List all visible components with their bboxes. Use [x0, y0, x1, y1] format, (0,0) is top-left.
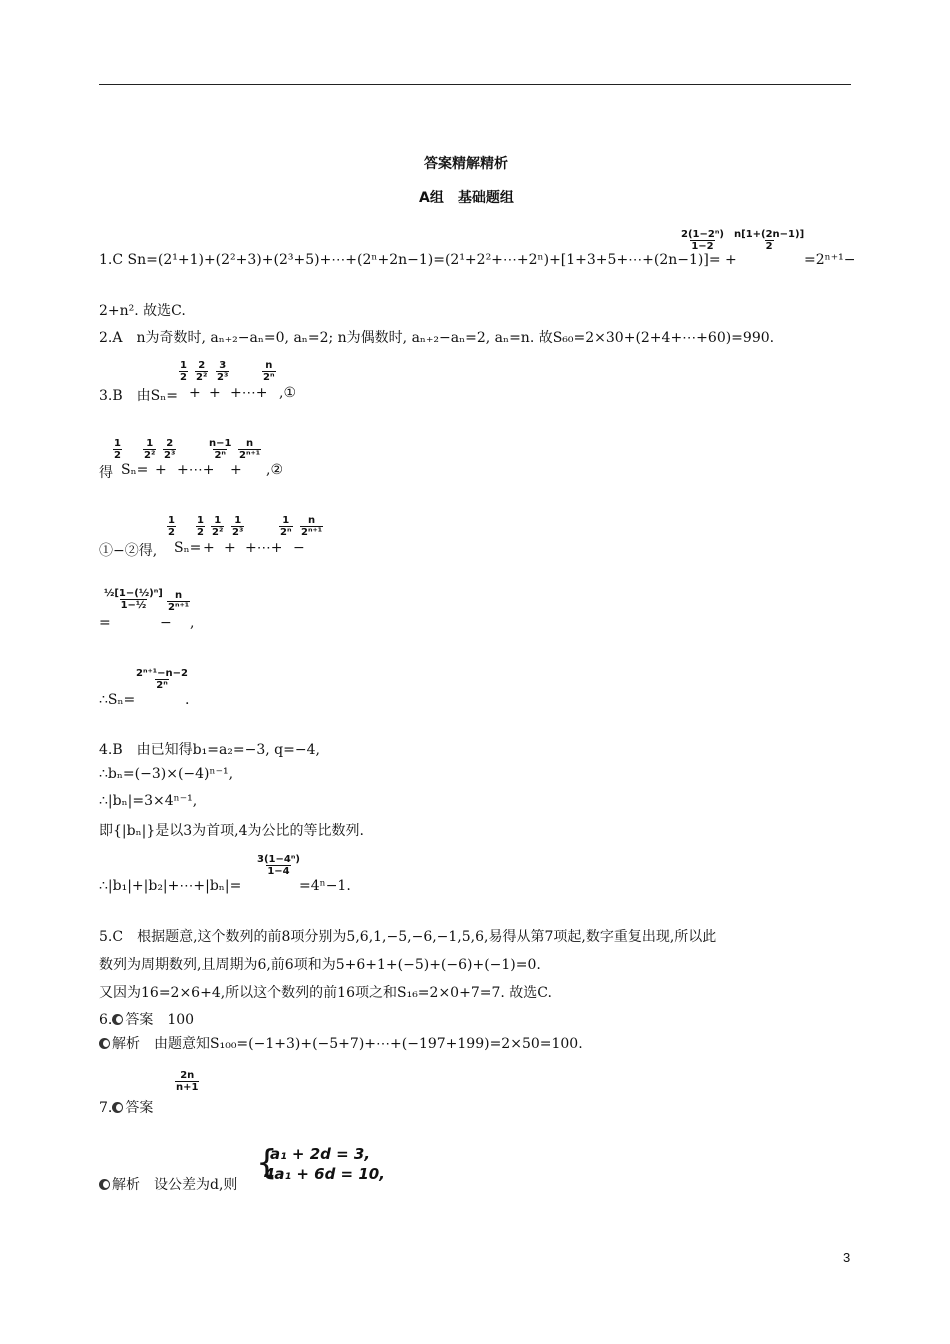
q7-answer — [99, 1097, 153, 1117]
group-heading: A组 基础题组 — [419, 190, 514, 206]
q5-line-1: 5.C 根据题意,这个数列的前8项分别为5,6,1,−5,−6,−1,5,6,易得从第7项起,数字重复出现,所以此 — [99, 929, 717, 945]
q4-line-2: ∴bₙ=(−3)×(−4)ⁿ⁻¹, — [99, 766, 234, 782]
fraction-denominator: 2³ — [164, 450, 176, 461]
q3-plus: + — [224, 540, 236, 556]
analysis-icon — [99, 1179, 110, 1190]
fraction-denominator: 2 — [114, 450, 121, 461]
fraction-numerator: 3 — [219, 360, 227, 371]
fraction-denominator: 2ⁿ — [156, 680, 168, 691]
q7-answer-label: 答案 — [125, 1100, 154, 1116]
fraction-denominator: 2² — [212, 527, 224, 538]
page-number: 3 — [843, 1250, 851, 1265]
q5-line-3: 又因为16=2×6+4,所以这个数列的前16项之和S₁₆=2×0+7=7. 故选C. — [99, 985, 552, 1001]
q3-ellipsis: +⋯+ — [245, 540, 283, 556]
fraction-numerator: 2n — [180, 1070, 195, 1081]
q3-period: . — [185, 692, 190, 708]
fraction-denominator: 2ⁿ⁺¹ — [301, 527, 323, 538]
q6-answer-label: 答案 — [125, 1012, 154, 1028]
fraction-denominator: 2ⁿ — [263, 372, 275, 383]
q3-term-n — [262, 360, 276, 383]
fraction-numerator: 1 — [180, 360, 187, 371]
fraction-denominator: 2 — [197, 527, 204, 538]
fraction-numerator: n[1+(2n−1)] — [734, 229, 805, 240]
q3-diff-term-n — [279, 515, 293, 538]
fraction-denominator: n+1 — [176, 1082, 199, 1093]
fraction-numerator: n — [246, 438, 254, 449]
fraction-denominator: 2ⁿ — [280, 527, 292, 538]
fraction-numerator: 1 — [282, 515, 290, 526]
fraction-numerator: 1 — [168, 515, 175, 526]
q7-answer-fraction — [175, 1070, 199, 1093]
fraction-numerator: 1 — [214, 515, 222, 526]
q2-line: 2.A n为奇数时, aₙ₊₂−aₙ=0, aₙ=2; n为偶数时, aₙ₊₂−aₙ=2, aₙ=n. 故S₆₀=2×30+(2+4+⋯+60)=990. — [99, 330, 775, 346]
answer-icon — [112, 1014, 123, 1025]
q6-answer-value: 100 — [167, 1012, 195, 1028]
q3-minus: − — [160, 615, 172, 631]
fraction-denominator: 2³ — [217, 372, 229, 383]
fraction-numerator: n−1 — [209, 438, 232, 449]
analysis-icon — [99, 1038, 110, 1049]
q3-line-5-prefix: ∴Sₙ= — [99, 692, 136, 708]
q1-line-2: 2+n². 故选C. — [99, 303, 186, 319]
q6-analysis-text: 由题意知S₁₀₀=(−1+3)+(−5+7)+⋯+(−197+199)=2×50=100. — [154, 1036, 583, 1052]
fraction-numerator: 2 — [198, 360, 206, 371]
equation-2: 4a₁ + 6d = 10, — [264, 1165, 385, 1183]
fraction-numerator: 1 — [197, 515, 204, 526]
q3-plus: + — [209, 385, 221, 401]
q3-plus: + — [203, 540, 215, 556]
q3-line-1-suffix: ,① — [279, 385, 297, 401]
fraction-denominator: 1−½ — [120, 600, 147, 611]
fraction-denominator: 2 — [180, 372, 187, 383]
q4-line-5-prefix: ∴|b₁|+|b₂|+⋯+|bₙ|= — [99, 878, 242, 894]
q3-term-2 — [195, 360, 208, 383]
q1-line — [99, 252, 721, 268]
q3-geometric-sum — [103, 588, 164, 611]
answer-icon — [112, 1102, 123, 1113]
q3-half — [167, 515, 176, 538]
fraction-numerator: n — [265, 360, 273, 371]
q3-ellipsis: +⋯+ — [177, 462, 215, 478]
q3-half — [113, 438, 122, 461]
fraction-denominator: 2 — [168, 527, 175, 538]
q3-term-1 — [179, 360, 188, 383]
q3-line-2-suffix: ,② — [266, 462, 284, 478]
q4-line-5-suffix: =4ⁿ−1. — [299, 878, 351, 894]
q4-line-3: ∴|bₙ|=3×4ⁿ⁻¹, — [99, 793, 198, 809]
q3-result — [135, 668, 189, 691]
q1-tail: =2ⁿ⁺¹− — [804, 252, 856, 268]
q3-diff-term-2 — [211, 515, 224, 538]
q3-shifted-term-n — [238, 438, 261, 461]
fraction-denominator: 2ⁿ — [214, 450, 226, 461]
q6-number: 6. — [99, 1012, 113, 1028]
q4-line-4: 即{|bₙ|}是以3为首项,4为公比的等比数列. — [99, 823, 364, 839]
q3-equals: = — [99, 615, 111, 631]
q3-plus: + — [189, 385, 201, 401]
fraction-numerator: ½[1−(½)ⁿ] — [104, 588, 163, 599]
fraction-denominator: 1−2 — [691, 241, 714, 252]
q3-diff-term-3 — [231, 515, 244, 538]
fraction-denominator: 1−4 — [267, 866, 290, 877]
fraction-numerator: 3(1−4ⁿ) — [257, 854, 300, 865]
q3-line-3-sn: Sₙ= — [174, 540, 202, 556]
q3-minus: − — [293, 540, 305, 556]
q3-comma: , — [190, 615, 195, 631]
fraction-denominator: 2³ — [232, 527, 244, 538]
fraction-denominator: 2ⁿ⁺¹ — [168, 602, 190, 613]
fraction-numerator: 2 — [166, 438, 174, 449]
q3-plus: + — [155, 462, 167, 478]
fraction-numerator: 1 — [146, 438, 154, 449]
q6-analysis-label: 解析 — [112, 1036, 140, 1052]
q1-plus: + — [725, 252, 737, 268]
q1-expression: Sn=(2¹+1)+(2²+3)+(2³+5)+⋯+(2ⁿ+2n−1)=(2¹+2²+⋯+2ⁿ)+[1+3+5+⋯+(2n−1)]= — [127, 252, 721, 268]
fraction-denominator: 2ⁿ⁺¹ — [239, 450, 261, 461]
q5-line-2: 数列为周期数列,且周期为6,前6项和为5+6+1+(−5)+(−6)+(−1)=0. — [99, 957, 541, 973]
q3-shifted-term-1 — [143, 438, 156, 461]
q7-analysis — [99, 1174, 237, 1194]
q7-number: 7. — [99, 1100, 113, 1116]
q7-analysis-text: 设公差为d,则 — [154, 1177, 238, 1193]
fraction-denominator: 2 — [765, 241, 773, 252]
q3-ellipsis: +⋯+ — [230, 385, 268, 401]
q6-analysis — [99, 1033, 583, 1053]
q3-line-2-sn: Sₙ= — [121, 462, 149, 478]
q3-plus: + — [230, 462, 242, 478]
q1-fraction-1 — [680, 229, 725, 252]
q3-shifted-term-n-1 — [208, 438, 232, 461]
fraction-numerator: 1 — [234, 515, 242, 526]
q3-shifted-term-2 — [163, 438, 176, 461]
q3-term-3 — [216, 360, 229, 383]
q6-answer — [99, 1009, 194, 1029]
fraction-numerator: n — [175, 590, 183, 601]
q3-diff-term-last — [300, 515, 323, 538]
fraction-numerator: n — [308, 515, 316, 526]
q3-line-3-prefix: ①−②得, — [99, 543, 158, 559]
q3-diff-term-1 — [196, 515, 205, 538]
fraction-denominator: 2² — [196, 372, 208, 383]
q3-line-1-prefix: 3.B 由Sₙ= — [99, 388, 179, 404]
q3-line-4-term — [167, 590, 190, 613]
q3-line-2-prefix: 得 — [99, 465, 113, 481]
fraction-denominator: 2² — [144, 450, 156, 461]
q1-label: 1.C — [99, 252, 124, 268]
q4-line-1: 4.B 由已知得b₁=a₂=−3, q=−4, — [99, 742, 320, 758]
equation-1: a₁ + 2d = 3, — [270, 1145, 371, 1163]
equation-system-brace: { — [256, 1143, 278, 1183]
q7-analysis-label: 解析 — [112, 1177, 140, 1193]
fraction-numerator: 1 — [114, 438, 121, 449]
q4-sum-fraction — [256, 854, 301, 877]
fraction-numerator: 2ⁿ⁺¹−n−2 — [136, 668, 189, 679]
page-title: 答案精解精析 — [424, 156, 508, 172]
fraction-numerator: 2(1−2ⁿ) — [681, 229, 724, 240]
header-rule — [99, 84, 851, 85]
q1-fraction-2 — [733, 229, 805, 252]
